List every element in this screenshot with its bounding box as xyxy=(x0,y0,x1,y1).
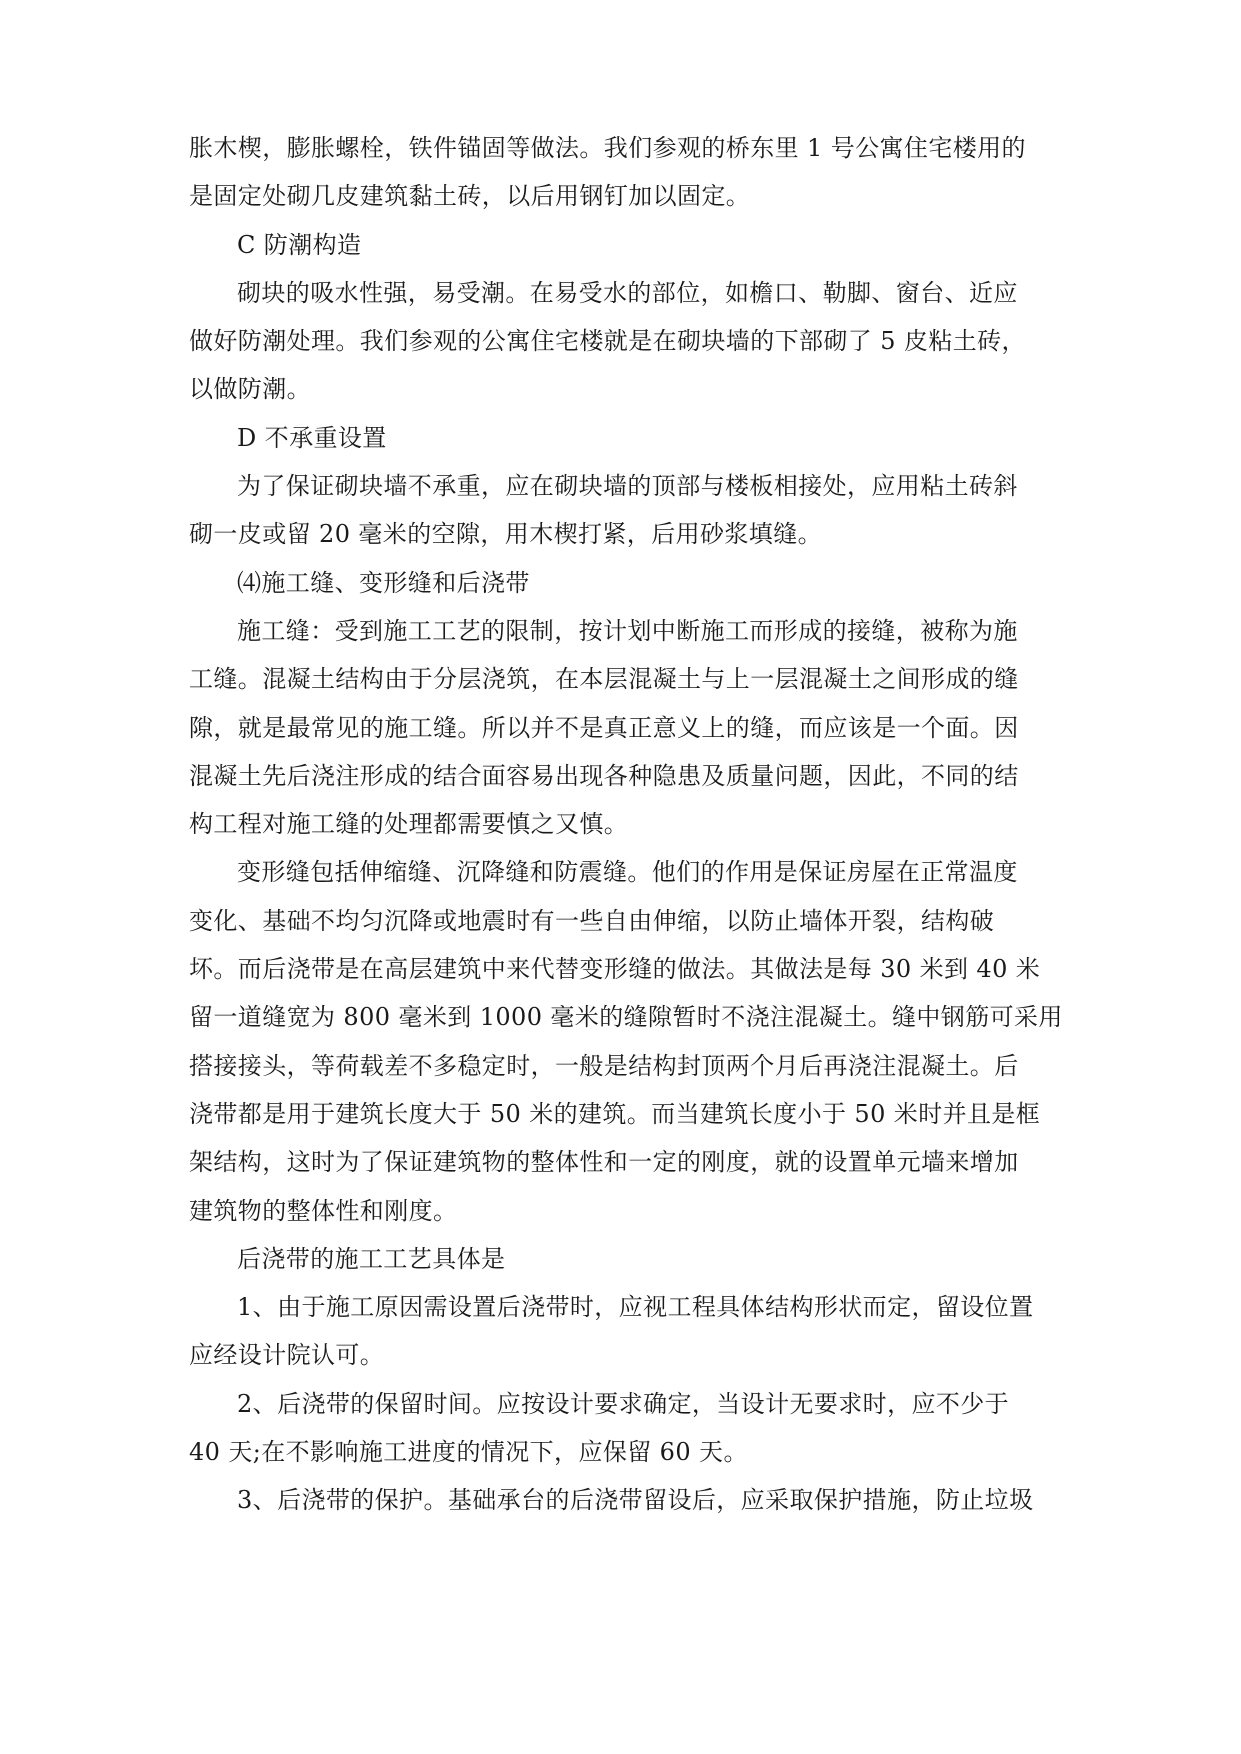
text-line: C 防潮构造 xyxy=(237,230,362,259)
text-line: D 不承重设置 xyxy=(237,423,387,452)
paragraph xyxy=(189,607,1059,848)
text-line: 40 天;在不影响施工进度的情况下，应保留 60 天。 xyxy=(189,1438,748,1467)
text-line: 2、后浇带的保留时间。应按设计要求确定，当设计无要求时，应不少于 xyxy=(237,1389,1010,1418)
text-line: 应经设计院认可。 xyxy=(189,1341,385,1370)
text-line: 搭接接头，等荷载差不多稳定时，一般是结构封顶两个月后再浇注混凝土。后 xyxy=(189,1051,1019,1080)
text-line: 以做防潮。 xyxy=(189,375,311,404)
paragraph xyxy=(189,124,1059,221)
text-line: 施工缝：受到施工工艺的限制，按计划中断施工而形成的接缝，被称为施 xyxy=(237,616,1018,645)
text-line: 混凝土先后浇注形成的结合面容易出现各种隐患及质量问题，因此，不同的结 xyxy=(189,761,1019,790)
text-line: 胀木楔，膨胀螺栓，铁件锚固等做法。我们参观的桥东里 1 号公寓住宅楼用的 xyxy=(189,134,1026,162)
paragraph xyxy=(189,462,1059,559)
text-line: 做好防潮处理。我们参观的公寓住宅楼就是在砌块墙的下部砌了 5 皮粘土砖， xyxy=(189,327,1026,356)
paragraph xyxy=(189,221,1059,269)
text-line: ⑷施工缝、变形缝和后浇带 xyxy=(237,568,530,597)
text-line: 变化、基础不均匀沉降或地震时有一些自由伸缩，以防止墙体开裂，结构破 xyxy=(189,906,995,935)
paragraph xyxy=(189,1380,1059,1477)
text-line: 浇带都是用于建筑长度大于 50 米的建筑。而当建筑长度小于 50 米时并且是框 xyxy=(189,1099,1041,1128)
paragraph xyxy=(189,1283,1059,1380)
text-line: 隙，就是最常见的施工缝。所以并不是真正意义上的缝，而应该是一个面。因 xyxy=(189,713,1019,742)
text-line: 砌一皮或留 20 毫米的空隙，用木楔打紧，后用砂浆填缝。 xyxy=(189,520,822,549)
text-line: 为了保证砌块墙不承重，应在砌块墙的顶部与楼板相接处，应用粘土砖斜 xyxy=(237,472,1018,501)
paragraph xyxy=(189,414,1059,462)
text-line: 砌块的吸水性强，易受潮。在易受水的部位，如檐口、勒脚、窗台、近应 xyxy=(237,278,1018,307)
paragraph xyxy=(189,1476,1059,1524)
paragraph xyxy=(189,269,1059,414)
text-line: 坏。而后浇带是在高层建筑中来代替变形缝的做法。其做法是每 30 米到 40 米 xyxy=(189,955,1041,984)
text-line: 工缝。混凝土结构由于分层浇筑，在本层混凝土与上一层混凝土之间形成的缝 xyxy=(189,665,1019,694)
text-line: 构工程对施工缝的处理都需要慎之又慎。 xyxy=(189,810,629,839)
text-line: 后浇带的施工工艺具体是 xyxy=(237,1244,506,1273)
text-line: 架结构，这时为了保证建筑物的整体性和一定的刚度，就的设置单元墙来增加 xyxy=(189,1148,1019,1177)
text-line: 变形缝包括伸缩缝、沉降缝和防震缝。他们的作用是保证房屋在正常温度 xyxy=(237,858,1018,887)
text-line: 留一道缝宽为 800 毫米到 1000 毫米的缝隙暂时不浇注混凝土。缝中钢筋可采用 xyxy=(189,1003,1063,1032)
text-line: 3、后浇带的保护。基础承台的后浇带留设后，应采取保护措施，防止垃圾 xyxy=(237,1486,1034,1515)
paragraph xyxy=(189,848,1063,1234)
text-line: 建筑物的整体性和刚度。 xyxy=(189,1196,458,1225)
document-body xyxy=(189,124,1063,1525)
text-line: 是固定处砌几皮建筑黏土砖，以后用钢钉加以固定。 xyxy=(189,182,751,211)
paragraph xyxy=(189,1235,1059,1283)
paragraph xyxy=(189,559,1059,607)
text-line: 1、由于施工原因需设置后浇带时，应视工程具体结构形状而定，留设位置 xyxy=(237,1293,1034,1322)
